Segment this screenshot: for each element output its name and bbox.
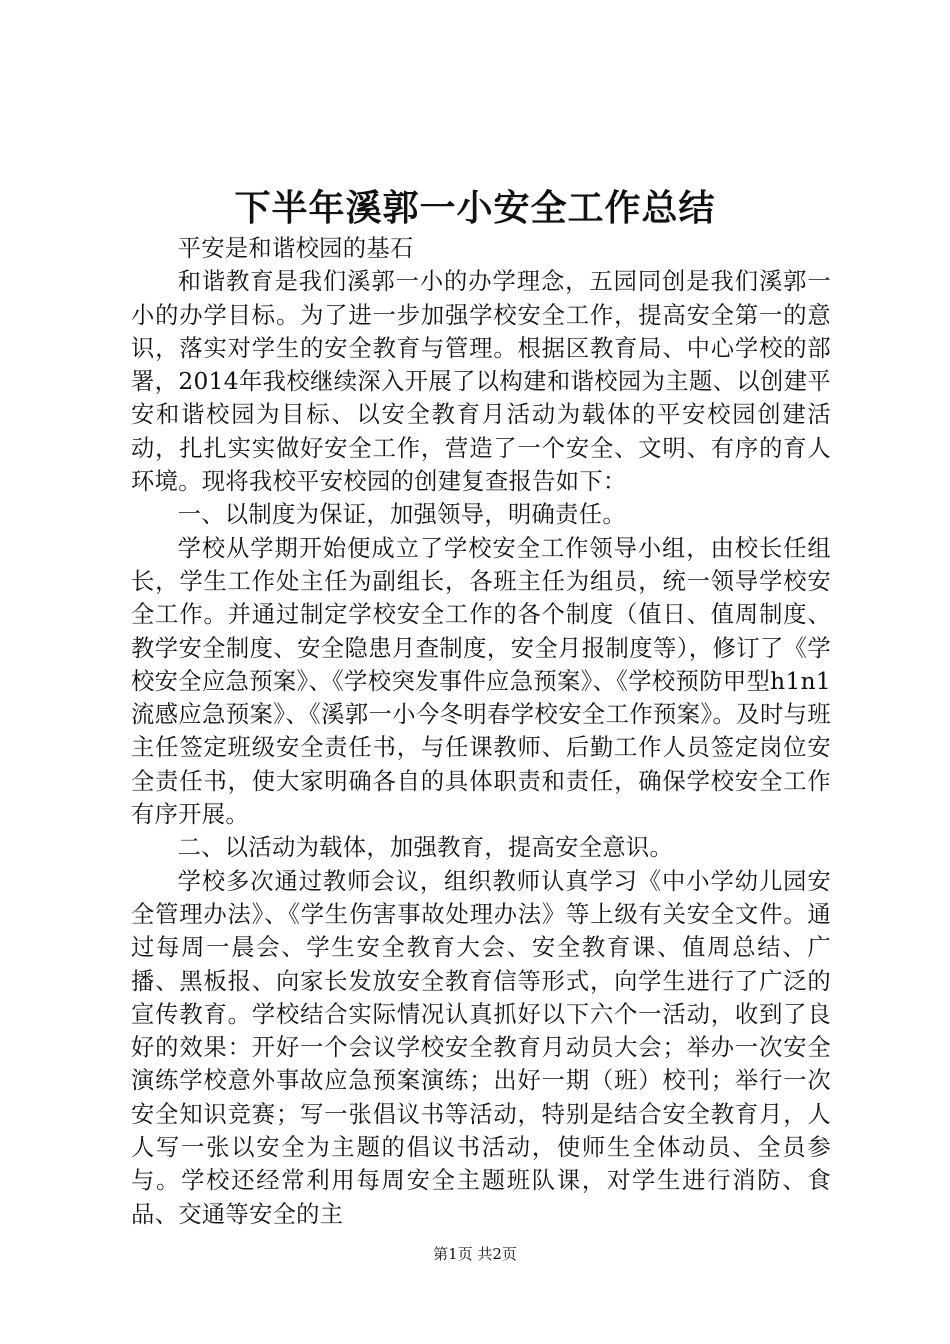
page-footer: 第1页 共2页 — [433, 1245, 517, 1263]
paragraph-intro: 和谐教育是我们溪郭一小的办学理念，五园同创是我们溪郭一小的办学目标。为了进一步加强学校安全工作，提高安全第一的意识，落实对学生的安全教育与管理。根据区教育局、中心学校的部署，2014年我校继续深入开展了以构建和谐校园为主题、以创建平安和谐校园为目标、以安全教育月活动为载体的平安校园创建活动，扎扎实实做好安全工作，营造了一个安全、文明、有序的育人环境。现将我校平安校园的创建复查报告如下： — [131, 268, 831, 496]
paragraph-subtitle: 平安是和谐校园的基石 — [177, 235, 414, 262]
document-title: 下半年溪郭一小安全工作总结 — [234, 187, 716, 229]
section-heading-2: 二、以活动为载体，加强教育，提高安全意识。 — [177, 834, 674, 862]
paragraph-section-1: 学校从学期开始便成立了学校安全工作领导小组，由校长任组长，学生工作处主任为副组长，各班主任为组员，统一领导学校安全工作。并通过制定学校安全工作的各个制度（值日、值周制度、教学安全制度、安全隐患月查制度，安全月报制度等），修订了《学校安全应急预案》、《学校突发事件应急预案》、《学校预防甲型h1n1流感应急预案》、《溪郭一小今冬明春学校安全工作预案》。及时与班主任签定班级安全责任书，与任课教师、后勤工作人员签定岗位安全责任书，使大家明确各自的具体职责和责任，确保学校安全工作有序开展。 — [131, 534, 831, 829]
document-body — [131, 232, 831, 1231]
section-heading-1: 一、以制度为保证，加强领导，明确责任。 — [177, 501, 626, 529]
paragraph-section-2: 学校多次通过教师会议，组织教师认真学习《中小学幼儿园安全管理办法》、《学生伤害事故处理办法》等上级有关安全文件。通过每周一晨会、学生安全教育大会、安全教育课、值周总结、广播、黑板报、向家长发放安全教育信等形式，向学生进行了广泛的宣传教育。学校结合实际情况认真抓好以下六个一活动，收到了良好的效果：开好一个会议学校安全教育月动员大会；举办一次安全演练学校意外事故应急预案演练；出好一期（班）校刊；举行一次安全知识竞赛；写一张倡议书等活动，特别是结合安全教育月，人人写一张以安全为主题的倡议书活动，使师生全体动员、全员参与。学校还经常利用每周安全主题班队课，对学生进行消防、食品、交通等安全的主 — [131, 867, 831, 1228]
